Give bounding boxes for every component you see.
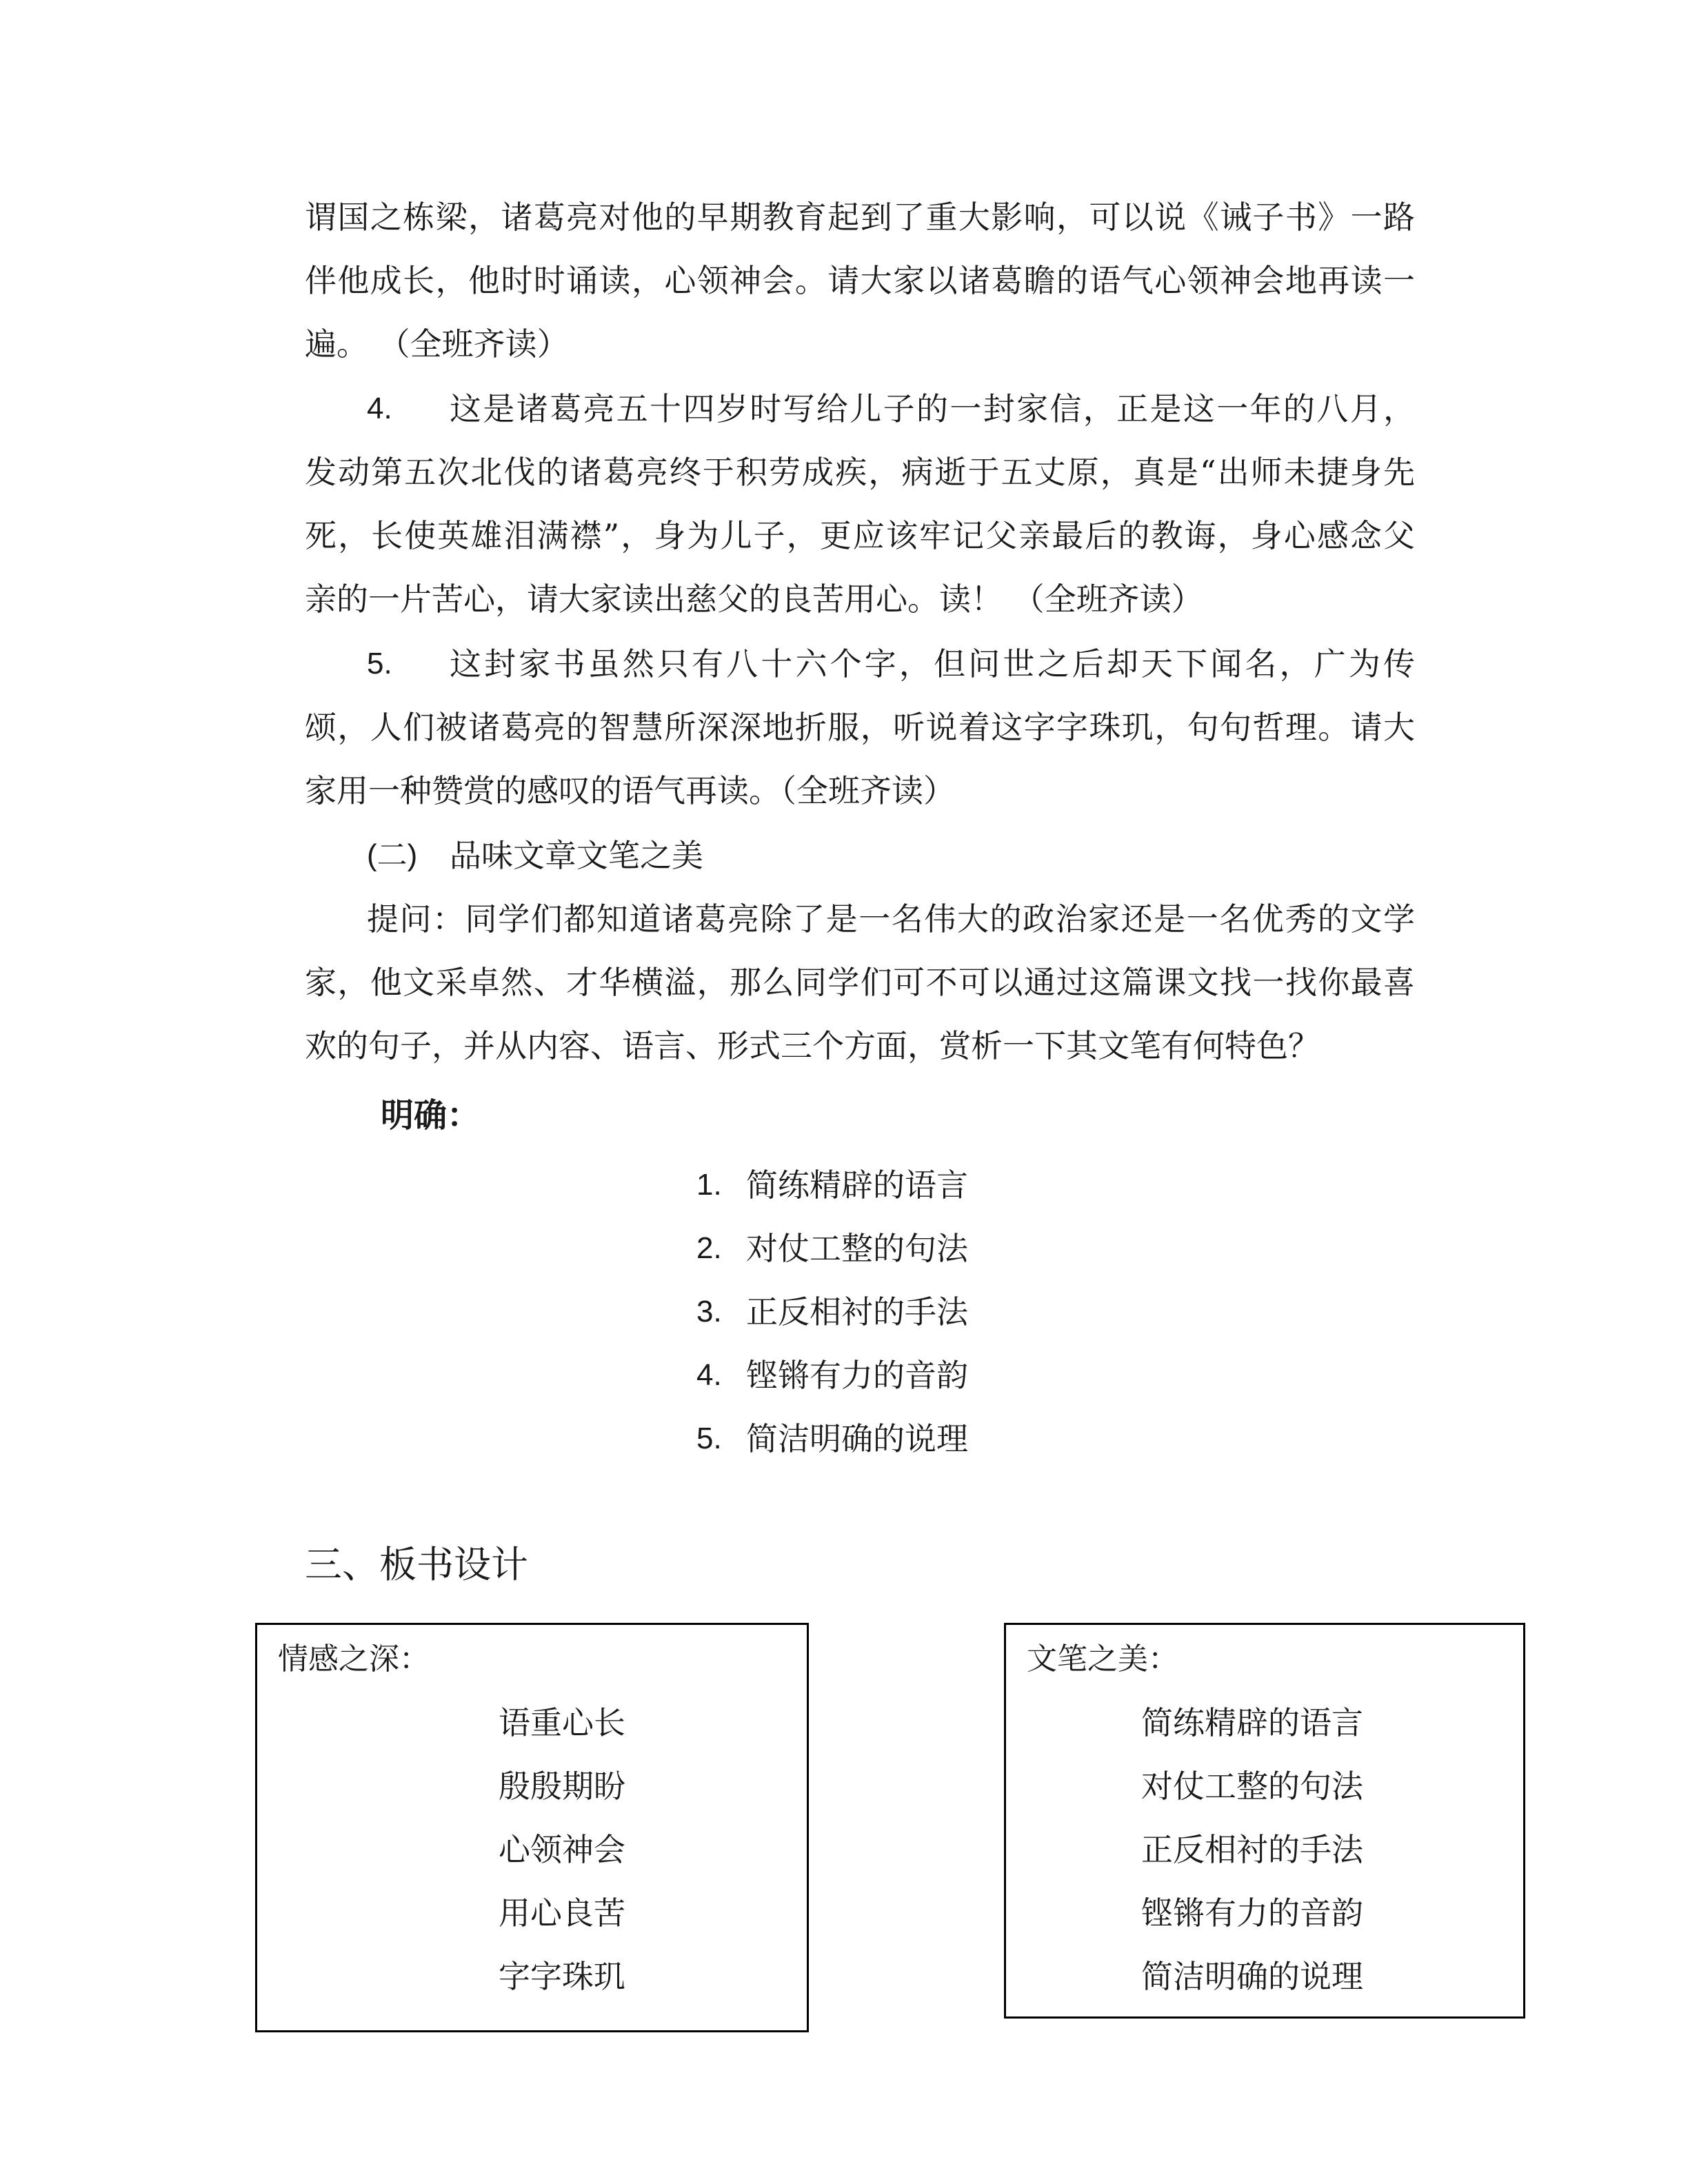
answer-item-number: 1. <box>696 1168 722 1202</box>
board-box-item: 字字珠玑 <box>499 1958 625 1995</box>
board-box-item: 简洁明确的说理 <box>1141 1958 1363 1995</box>
board-box-title: 情感之深： <box>278 1641 430 1677</box>
paragraph-line: 家用一种赞赏的感叹的语气再读。（全班齐读） <box>305 772 955 809</box>
subsection-title: 品味文章文笔之美 <box>450 837 703 874</box>
board-box-item: 殷殷期盼 <box>499 1768 625 1805</box>
board-box-item: 心领神会 <box>499 1831 625 1868</box>
paragraph-line: 遍。 （全班齐读） <box>305 325 569 363</box>
subsection-number: (二) <box>367 838 418 872</box>
paragraph-line: 死，长使英雄泪满襟”，身为儿子，更应该牢记父亲最后的教诲，身心感念父 <box>305 517 1415 554</box>
board-box-emotion <box>255 1623 809 2032</box>
section-title: 三、板书设计 <box>305 1543 528 1586</box>
answer-label: 明确： <box>381 1096 481 1135</box>
board-box-item: 语重心长 <box>499 1704 625 1741</box>
answer-item-number: 5. <box>696 1422 722 1455</box>
paragraph-line: 这封家书虽然只有八十六个字，但问世之后却天下闻名，广为传 <box>450 645 1415 682</box>
answer-item-text: 简练精辟的语言 <box>746 1166 968 1204</box>
paragraph-number: 5. <box>367 647 392 680</box>
answer-item-number: 3. <box>696 1295 722 1328</box>
board-box-item: 铿锵有力的音韵 <box>1141 1894 1363 1932</box>
board-box-item: 正反相衬的手法 <box>1141 1831 1363 1868</box>
answer-item-text: 铿锵有力的音韵 <box>746 1357 968 1394</box>
board-box-style <box>1004 1623 1525 2019</box>
paragraph-line: 谓国之栋梁，诸葛亮对他的早期教育起到了重大影响，可以说《诫子书》一路 <box>305 199 1415 236</box>
board-box-item: 对仗工整的句法 <box>1141 1768 1363 1805</box>
paragraph-line: 伴他成长，他时时诵读，心领神会。请大家以诸葛瞻的语气心领神会地再读一 <box>305 262 1415 299</box>
board-box-title: 文笔之美： <box>1027 1641 1178 1677</box>
paragraph-line: 发动第五次北伐的诸葛亮终于积劳成疾，病逝于五丈原，真是“出师未捷身先 <box>305 454 1415 491</box>
board-box-item: 用心良苦 <box>499 1894 625 1932</box>
paragraph-line: 这是诸葛亮五十四岁时写给儿子的一封家信，正是这一年的八月， <box>450 390 1415 427</box>
board-box-item: 简练精辟的语言 <box>1141 1704 1363 1741</box>
question-line: 家，他文采卓然、才华横溢，那么同学们可不可以通过这篇课文找一找你最喜 <box>305 964 1415 1001</box>
answer-item-number: 2. <box>696 1231 722 1265</box>
answer-item-text: 对仗工整的句法 <box>746 1230 968 1267</box>
paragraph-line: 颂，人们被诸葛亮的智慧所深深地折服，听说着这字字珠玑，句句哲理。请大 <box>305 709 1415 746</box>
question-line: 提问：同学们都知道诸葛亮除了是一名伟大的政治家还是一名优秀的文学 <box>367 900 1415 938</box>
answer-item-number: 4. <box>696 1358 722 1392</box>
answer-item-text: 正反相衬的手法 <box>746 1293 968 1331</box>
answer-item-text: 简洁明确的说理 <box>746 1420 968 1457</box>
paragraph-number: 4. <box>367 392 392 425</box>
paragraph-line: 亲的一片苦心，请大家读出慈父的良苦用心。读！ （全班齐读） <box>305 580 1203 618</box>
question-line: 欢的句子，并从内容、语言、形式三个方面，赏析一下其文笔有何特色？ <box>305 1027 1320 1064</box>
